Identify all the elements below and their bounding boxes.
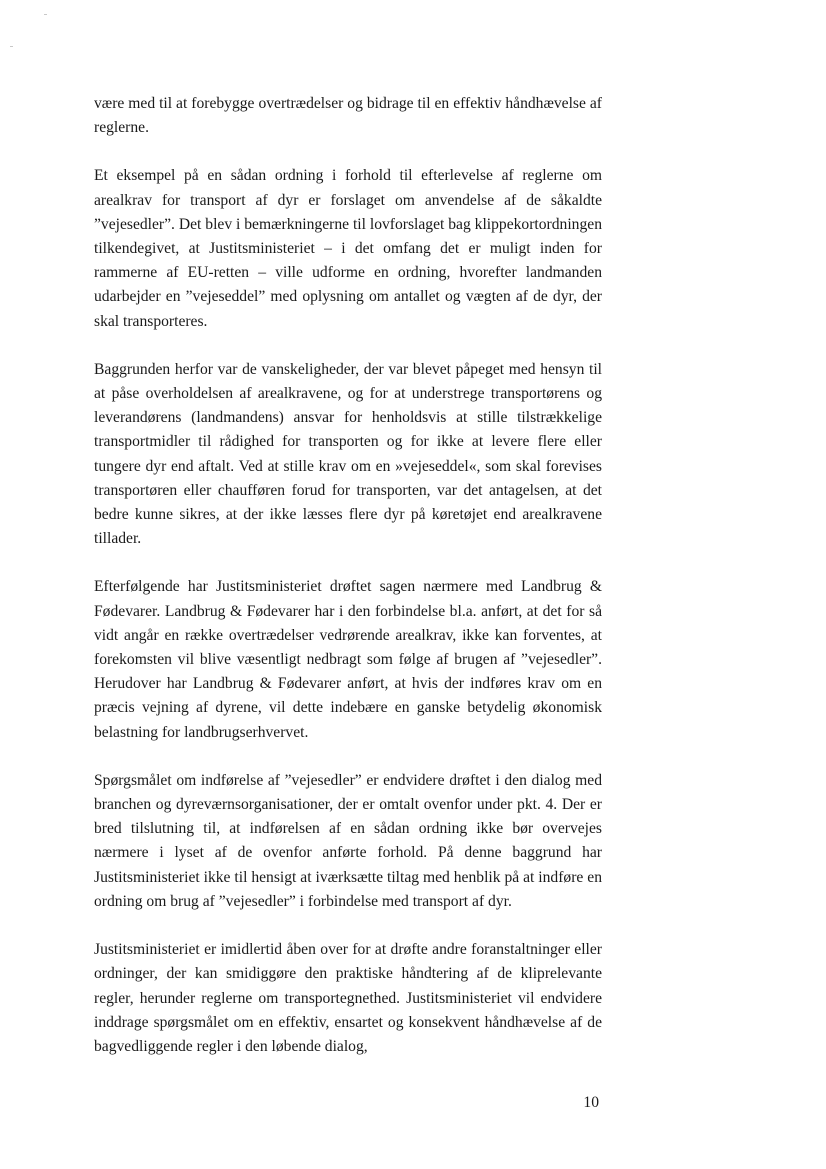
paragraph-2: Et eksempel på en sådan ordning i forhold til efterlevelse af reglerne om arealkrav for transport af dyr er forslaget om anvendelse af de såkaldte ”vejesedler”. Det blev i bemærkningerne til lovforslaget bag klippekortordningen tilkendegivet, at Justitsministeriet – i det omfang det er muligt inden for rammerne af EU-retten – ville udforme en ordning, hvorefter landmanden udarbejder en ”vejeseddel” med oplysning om antallet og vægten af de dyr, der skal transporteres.	[94, 167, 602, 330]
paragraph-6: Justitsministeriet er imidlertid åben over for at drøfte andre foranstaltninger eller ordninger, der kan smidiggøre den praktiske håndtering af de kliprelevante regler, herunder reglerne om transportegnethed. Justitsministeriet vil endvidere inddrage spørgsmålet om en effektiv, ensartet og konsekvent håndhævelse af de bagvedliggende regler i den løbende dialog,	[94, 941, 602, 1055]
scan-speck	[10, 46, 13, 47]
paragraph-5: Spørgsmålet om indførelse af ”vejesedler” er endvidere drøftet i den dialog med branchen og dyreværnsorganisationer, der er omtalt ovenfor under pkt. 4. Der er bred tilslutning til, at indførelsen af en sådan ordning ikke bør overvejes nærmere i lyset af de ovenfor anførte forhold. På denne baggrund har Justitsministeriet ikke til hensigt at iværksætte tiltag med henblik på at indføre en ordning om brug af ”vejesedler” i forbindelse med transport af dyr.	[94, 771, 602, 910]
paragraph-4: Efterfølgende har Justitsministeriet drøftet sagen nærmere med Landbrug & Fødevarer. Landbrug & Fødevarer har i den forbindelse bl.a. anført, at det for så vidt angår en række overtrædelser vedrørende arealkrav, ikke kan forventes, at forekomsten vil blive væsentligt nedbragt som følge af brugen af ”vejesedler”. Herudover har Landbrug & Fødevarer anført, at hvis der indføres krav om en præcis vejning af dyrene, vil dette indebære en ganske betydelig økonomisk belastning for landbrugserhvervet.	[94, 578, 602, 741]
scan-speck	[44, 14, 47, 15]
paragraph-3: Baggrunden herfor var de vanskeligheder, der var blevet påpeget med hensyn til at påse overholdelsen af arealkravene, og for at understrege transportørens og leverandørens (landmandens) ansvar for henholdsvis at stille tilstrækkelige transportmidler til rådighed for transporten og for ikke at levere flere eller tungere dyr end aftalt. Ved at stille krav om en »vejeseddel«, som skal forevises transportøren eller chaufføren forud for transporten, var det antagelsen, at det bedre kunne sikres, at der ikke læsses flere dyr på køretøjet end arealkravene tillader.	[94, 360, 602, 548]
paragraph-1: være med til at forebygge overtrædelser og bidrage til en effektiv håndhævelse af reglerne.	[94, 95, 602, 137]
page-number: 10	[583, 1094, 599, 1111]
body-text	[94, 92, 602, 1083]
